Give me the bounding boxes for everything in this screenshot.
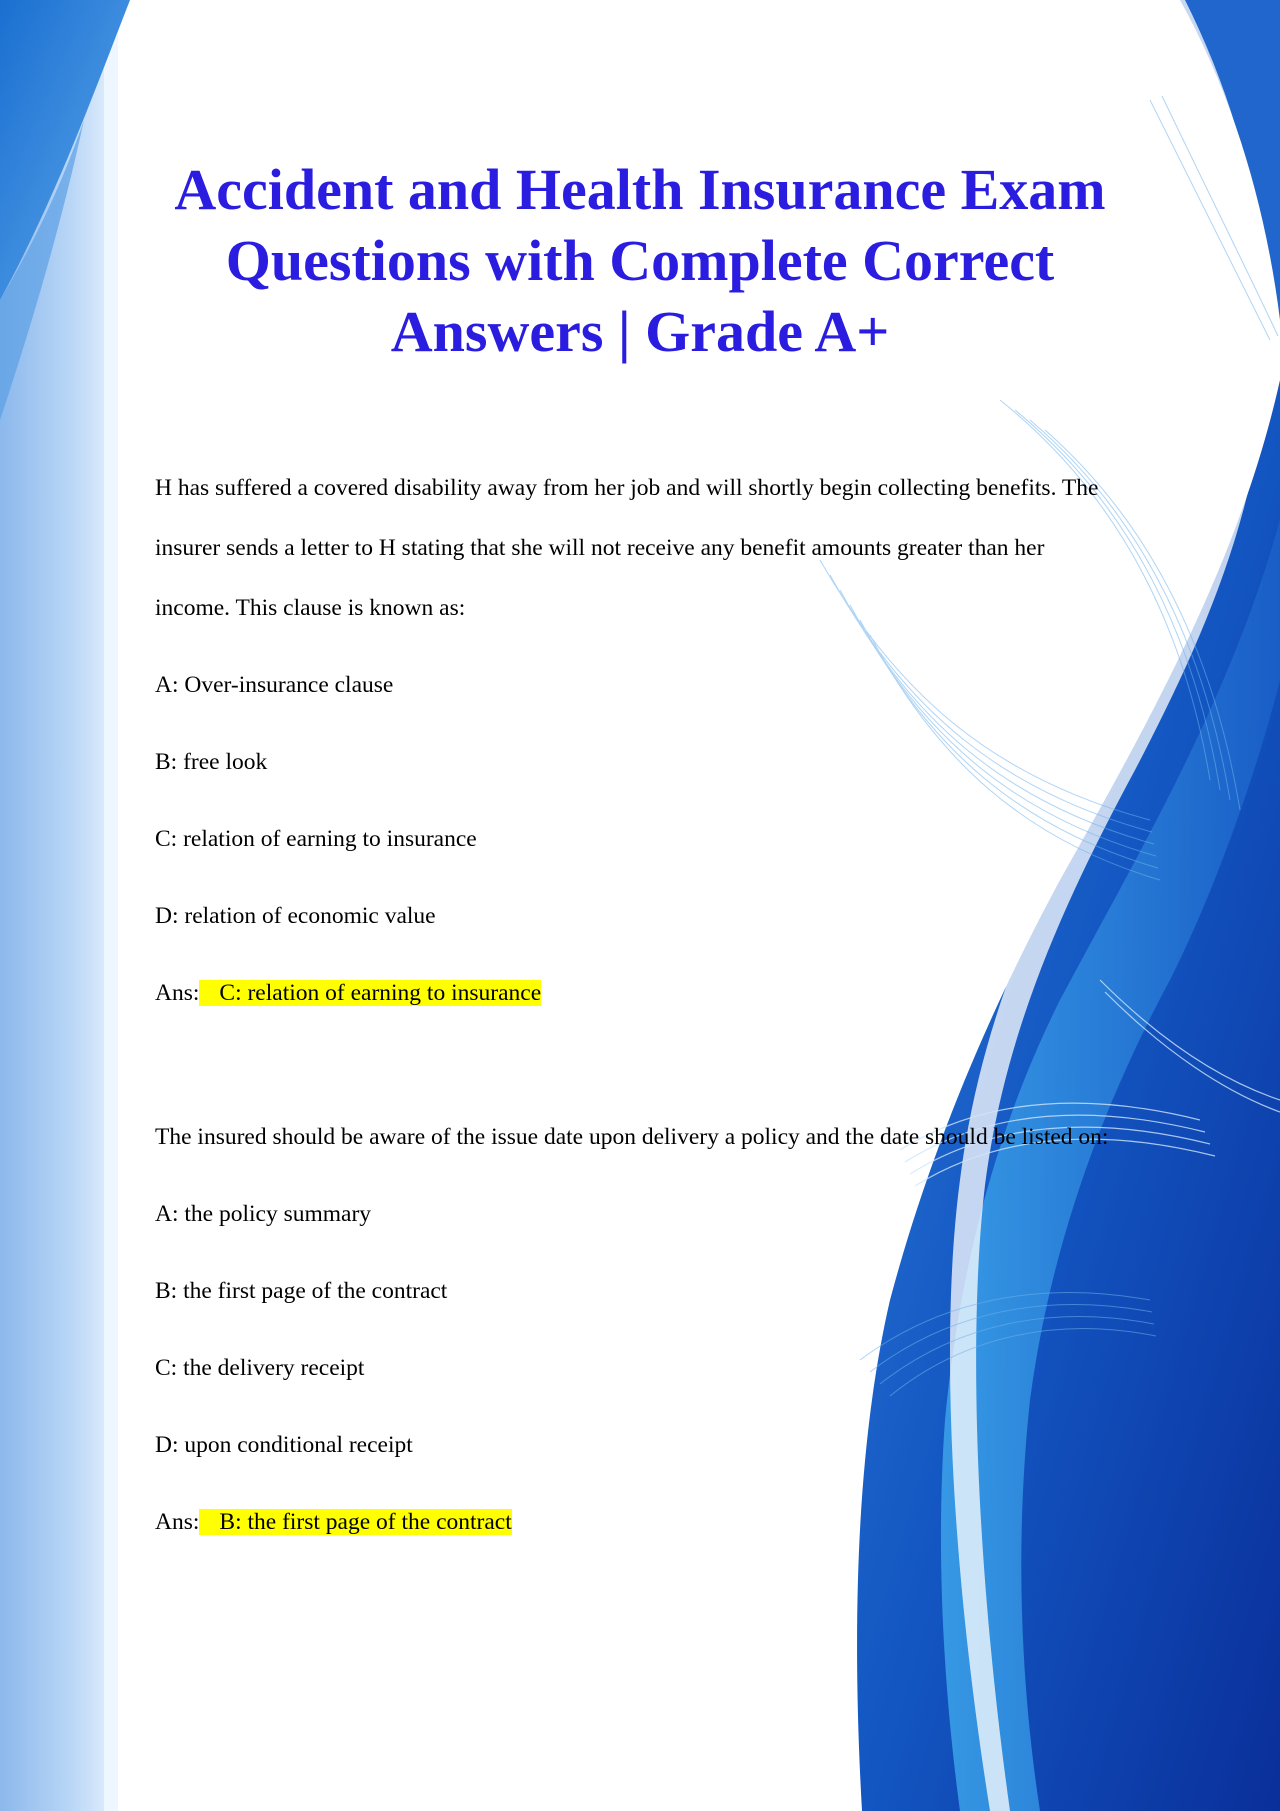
answer-line [155,1492,1115,1552]
answer-option-b: B: the first page of the contract [155,1278,448,1304]
answer-option-a: A: Over-insurance clause [155,672,394,698]
answer-option-d: D: relation of economic value [155,903,436,929]
answer-option-c: C: relation of earning to insurance [155,826,477,852]
question-block-1 [155,458,1115,1023]
highlighted-answer: C: relation of earning to insurance [199,980,541,1006]
highlighted-answer: B: the first page of the contract [199,1509,511,1535]
answer-option-a: A: the policy summary [155,1201,372,1227]
answer-option-d: D: upon conditional receipt [155,1432,413,1458]
question-block-2 [155,1107,1115,1552]
answer-line [155,963,1115,1023]
answer-option-c: C: the delivery receipt [155,1355,365,1381]
answer-prefix: Ans: [155,1509,200,1535]
answer-prefix: Ans: [155,980,200,1006]
answer-option-b: B: free look [155,749,268,775]
document-title: Accident and Health Insurance Exam Questions with Complete Correct Answers | Grade A+ [174,157,1106,364]
question-stem: H has suffered a covered disability away from her job and will shortly begin collecting benefits. The insurer sends a letter to H stating that she will not receive any benefit amounts greater than her income. This clause is known as: [155,475,1099,621]
question-stem: The insured should be aware of the issue date upon delivery a policy and the date should be listed on: [155,1124,1109,1150]
